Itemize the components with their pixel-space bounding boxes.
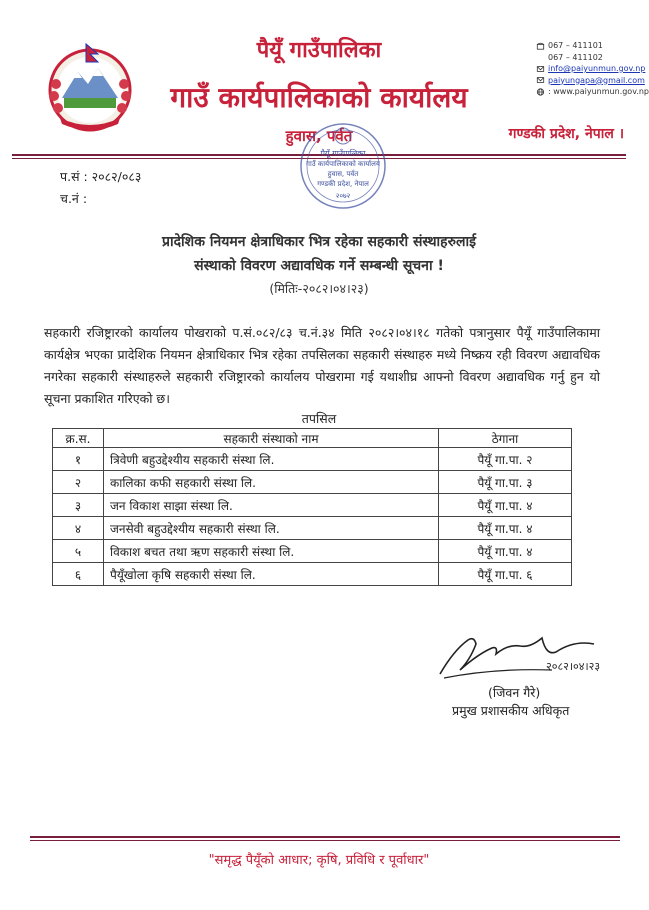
phone-row — [536, 40, 649, 52]
table-caption: तपसिल — [301, 411, 337, 426]
cell-sn: ३ — [53, 494, 104, 517]
cell-address: पैयूँ गा.पा. ४ — [439, 517, 572, 540]
footer-divider-thin — [30, 840, 620, 841]
footer-slogan: "समृद्ध पैयूँको आधार; कृषि, प्रविधि र पूर्वाधार" — [208, 853, 430, 868]
signatory-name: (जिवन गैरे) — [488, 685, 541, 700]
footer-divider — [30, 836, 620, 838]
table-row — [53, 517, 572, 540]
table-row — [53, 448, 572, 471]
seal-line-4: गण्डकी प्रदेश, नेपाल — [317, 180, 369, 188]
cell-name: विकाश बचत तथा ऋण सहकारी संस्था लि. — [104, 540, 439, 563]
notice-date: (मितिः-२०८२।०४।२३) — [269, 281, 369, 296]
table-row — [53, 494, 572, 517]
dispatch-number: च.नं : — [60, 191, 88, 206]
cell-sn: १ — [53, 448, 104, 471]
cell-sn: ५ — [53, 540, 104, 563]
handwritten-signature — [434, 630, 604, 682]
email-row-1 — [536, 63, 649, 75]
email-icon — [536, 65, 545, 73]
table-row — [53, 471, 572, 494]
phone-2: 067 – 411102 — [548, 52, 603, 62]
seal-line-1: पैयूँ गाउँपालिका — [320, 149, 366, 158]
email-link-2[interactable]: paiyungapa@gmail.com — [548, 75, 645, 85]
cell-name: जन विकाश साझा संस्था लि. — [104, 494, 439, 517]
notice-body: सहकारी रजिष्ट्रारको कार्यालय पोखराको प.सं.०८२/८३ च.नं.३४ मिति २०८२।०४।१८ गतेको पत्रानुसार पैयूँ गाउँपालिकामा कार्यक्षेत्र भएका प्रादेशिक नियमन क्षेत्राधिकार भित्र रहेका तपसिलका सहकारी संस्थाहरु मध्ये निष्क्रय रही विवरण अद्यावधिक नगरेका सहकारी संस्थाहरुले सहकारी रजिष्ट्रारको कार्यालय पोखरामा गई यथाशीघ्र आफ्नो विवरण अद्यावधिक गर्नु हुन यो सूचना प्रकाशित गरिएको छ। — [44, 325, 600, 406]
email-row-2 — [536, 75, 649, 87]
cell-sn: २ — [53, 471, 104, 494]
seal-line-3: हुवास, पर्वत — [327, 170, 359, 178]
cell-sn: ६ — [53, 563, 104, 586]
col-header-address: ठेगाना — [439, 429, 572, 448]
seal-line-2: गाउँ कार्यपालिकाको कार्यालय — [306, 160, 380, 168]
office-address: हुवास, पर्वत — [285, 127, 353, 145]
cell-address: पैयूँ गा.पा. ६ — [439, 563, 572, 586]
office-title: गाउँ कार्यपालिकाको कार्यालय — [170, 81, 468, 114]
table-row — [53, 540, 572, 563]
cell-sn: ४ — [53, 517, 104, 540]
cell-address: पैयूँ गा.पा. ४ — [439, 540, 572, 563]
cell-address: पैयूँ गा.पा. ३ — [439, 471, 572, 494]
email-link-1[interactable]: info@paiyunmun.gov.np — [548, 64, 646, 73]
letter-number: प.सं : २०८२/०८३ — [60, 169, 142, 184]
email-icon — [536, 76, 545, 84]
seal-line-5: २०७२ — [335, 192, 351, 200]
signature-date: २०८२।०४।२३ — [546, 660, 601, 673]
phone-row-2 — [536, 52, 649, 64]
table-row — [53, 563, 572, 586]
cooperatives-table — [52, 428, 572, 586]
col-header-sn: क्र.स. — [53, 429, 104, 448]
table-header-row — [53, 429, 572, 448]
website-link[interactable]: : www.paiyunmun.gov.np — [548, 87, 649, 96]
phone-1: 067 – 411101 — [548, 41, 603, 50]
website-row — [536, 86, 649, 98]
municipality-name: पैयूँ गाउँपालिका — [256, 38, 382, 63]
cell-name: कालिका कफी सहकारी संस्था लि. — [104, 471, 439, 494]
cell-name: त्रिवेणी बहुउद्देश्यीय सहकारी संस्था लि. — [104, 448, 439, 471]
cell-name: जनसेवी बहुउद्देश्यीय सहकारी संस्था लि. — [104, 517, 439, 540]
cell-address: पैयूँ गा.पा. २ — [439, 448, 572, 471]
globe-icon — [536, 88, 545, 96]
subject-line-1: प्रादेशिक नियमन क्षेत्राधिकार भित्र रहेका सहकारी संस्थाहरुलाई — [162, 234, 476, 250]
signatory-title: प्रमुख प्रशासकीय अधिकृत — [452, 703, 570, 718]
contact-block — [536, 40, 649, 98]
cell-name: पैयूँखोला कृषि सहकारी संस्था लि. — [104, 563, 439, 586]
office-seal-stamp — [290, 118, 396, 214]
province-label: गण्डकी प्रदेश, नेपाल । — [508, 126, 624, 142]
col-header-name: सहकारी संस्थाको नाम — [104, 429, 439, 448]
phone-icon — [536, 42, 545, 50]
cell-address: पैयूँ गा.पा. ४ — [439, 494, 572, 517]
subject-line-2: संस्थाको विवरण अद्यावधिक गर्ने सम्बन्धी सूचना ! — [194, 258, 444, 274]
